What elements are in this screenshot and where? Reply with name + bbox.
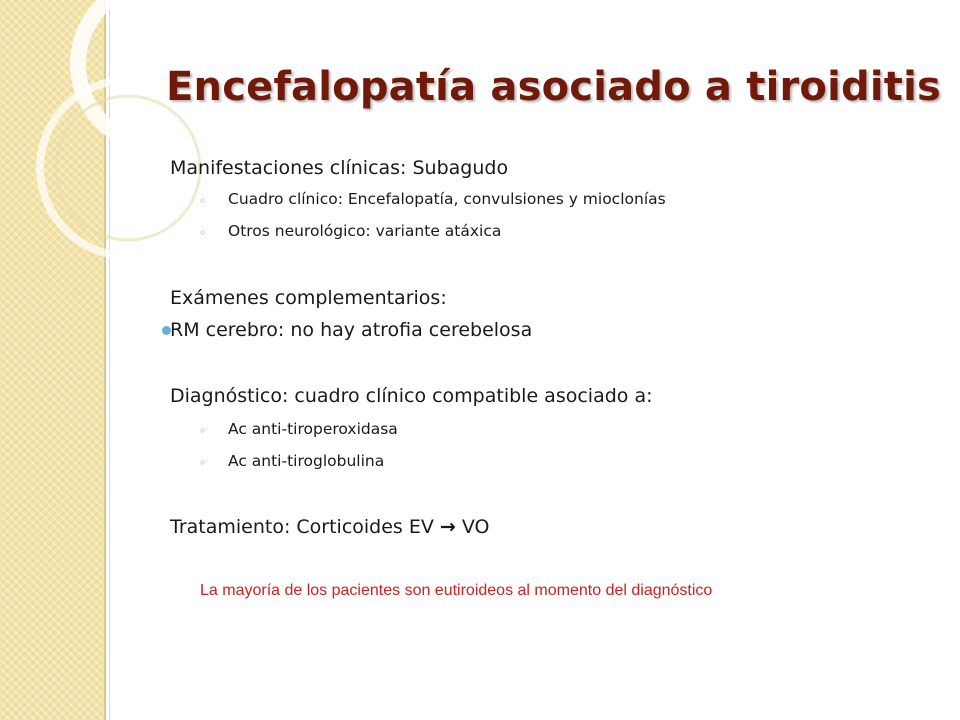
diagnostico-heading: Diagnóstico: cuadro clínico compatible asociado a: [170, 385, 653, 407]
tratamiento-suffix: VO [461, 516, 490, 538]
examenes-item: RM cerebro: no hay atrofia cerebelosa [170, 319, 533, 341]
manifestaciones-item: Cuadro clínico: Encefalopatía, convulsiones y mioclonías [228, 190, 666, 208]
sub-bullet-marker: ◦ [199, 194, 207, 208]
diagnostico-item: Ac anti-tiroperoxidasa [228, 420, 398, 438]
diagnostico-item: Ac anti-tiroglobulina [228, 452, 385, 470]
tratamiento-heading: Tratamiento: Corticoides EV [170, 516, 434, 538]
tratamiento-line [170, 516, 490, 538]
manifestaciones-heading: Manifestaciones clínicas: Subagudo [170, 157, 509, 179]
sub-bullet-marker: ◦ [199, 226, 207, 240]
manifestaciones-item: Otros neurológico: variante atáxica [228, 222, 502, 240]
slide-title: Encefalopatía asociado a tiroiditis [166, 64, 941, 110]
examenes-heading: Exámenes complementarios: [170, 287, 447, 309]
arrow-right-icon: → [439, 516, 456, 538]
sub-bullet-marker: ◦ [199, 456, 207, 470]
sub-bullet-marker: ◦ [199, 424, 207, 438]
highlight-note: La mayoría de los pacientes son eutiroideos al momento del diagnóstico [200, 582, 713, 599]
